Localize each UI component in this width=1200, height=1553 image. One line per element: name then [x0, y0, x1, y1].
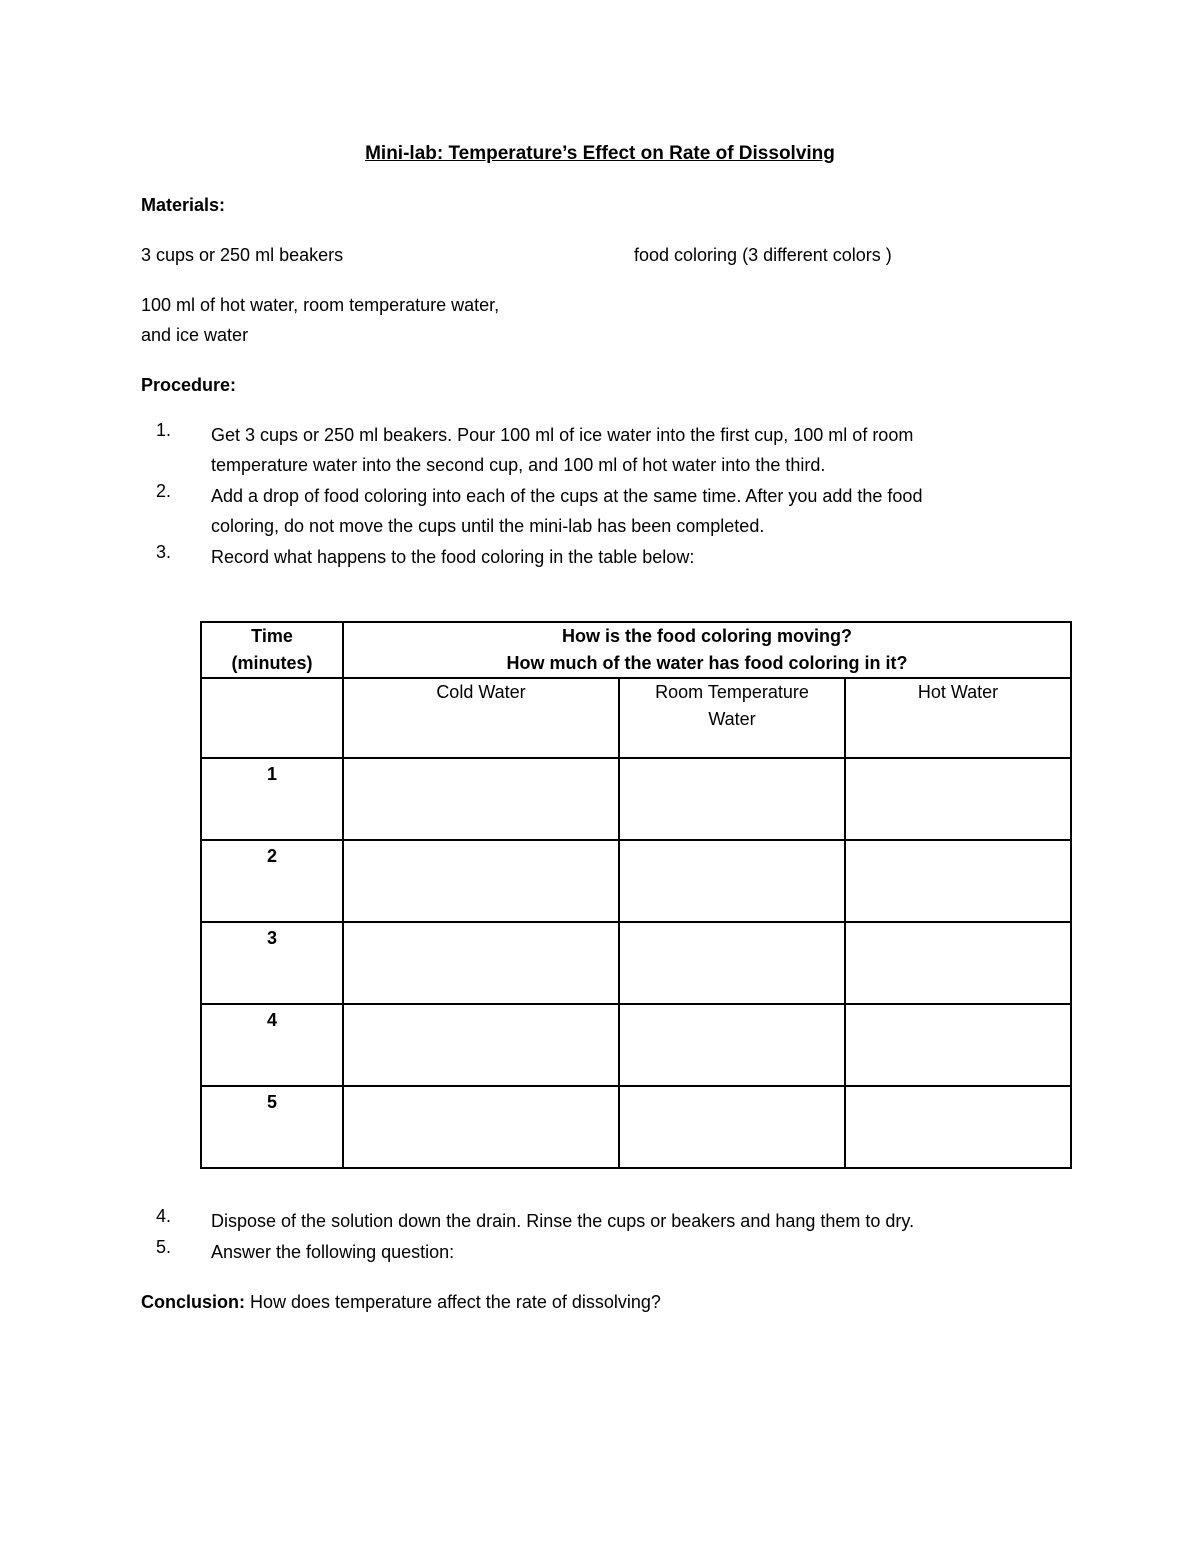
empty-header-cell: [201, 678, 343, 758]
step-text: [211, 420, 1011, 480]
material-item-water-line1: 100 ml of hot water, room temperature water,: [141, 295, 500, 315]
list-item: [141, 420, 1041, 480]
table-row: [201, 922, 1071, 1004]
material-item-food-coloring: food coloring (3 different colors ): [634, 245, 892, 265]
room-temperature-cell[interactable]: [619, 922, 845, 1004]
conclusion: [141, 1292, 661, 1313]
list-item: [141, 481, 1041, 541]
hot-water-cell[interactable]: [845, 922, 1071, 1004]
step-text-line: temperature water into the second cup, and 100 ml of hot water into the third.: [211, 455, 826, 475]
hot-water-cell[interactable]: [845, 1004, 1071, 1086]
room-temperature-cell[interactable]: [619, 1086, 845, 1168]
procedure-heading: Procedure:: [141, 375, 237, 395]
time-cell: 1: [201, 758, 343, 840]
list-item: [141, 1206, 1041, 1236]
cold-water-cell[interactable]: [343, 840, 619, 922]
step-text: [211, 481, 1011, 541]
time-cell: 3: [201, 922, 343, 1004]
step-text-line: Add a drop of food coloring into each of the cups at the same time. After you add the food: [211, 486, 923, 506]
step-number: 4.: [155, 1206, 171, 1226]
cold-water-cell[interactable]: [343, 758, 619, 840]
step-text-line: Record what happens to the food coloring in the table below:: [211, 547, 695, 567]
step-text-line: coloring, do not move the cups until the mini-lab has been completed.: [211, 516, 765, 536]
column-header-row: [201, 678, 1071, 758]
hot-water-cell[interactable]: [845, 758, 1071, 840]
observation-table: [200, 621, 1072, 1169]
room-temperature-cell[interactable]: [619, 1004, 845, 1086]
table-header-row: [201, 622, 1071, 678]
list-item: [141, 542, 1041, 572]
step-text: [211, 542, 1011, 572]
material-item-water: [141, 290, 499, 350]
column-header-cold-water: Cold Water: [343, 678, 619, 758]
table-row: [201, 1004, 1071, 1086]
question-header-line2: How much of the water has food coloring in it?: [506, 653, 908, 673]
time-cell: 2: [201, 840, 343, 922]
step-number: 2.: [155, 481, 171, 501]
table-row: [201, 840, 1071, 922]
room-temperature-cell[interactable]: [619, 758, 845, 840]
time-header: [201, 622, 343, 678]
step-text-line: Get 3 cups or 250 ml beakers. Pour 100 ml of ice water into the first cup, 100 ml of room: [211, 425, 914, 445]
step-number: 1.: [155, 420, 171, 440]
cold-water-cell[interactable]: [343, 1004, 619, 1086]
page-title: Mini-lab: Temperature’s Effect on Rate of Dissolving: [365, 143, 835, 164]
hot-water-cell[interactable]: [845, 1086, 1071, 1168]
step-text: Dispose of the solution down the drain. Rinse the cups or beakers and hang them to dry.: [211, 1211, 915, 1231]
conclusion-question: How does temperature affect the rate of dissolving?: [250, 1292, 661, 1312]
question-header-line1: How is the food coloring moving?: [562, 626, 853, 646]
table-row: [201, 758, 1071, 840]
step-number: 5.: [155, 1237, 171, 1257]
material-item-cups: 3 cups or 250 ml beakers: [141, 245, 344, 265]
column-header-room-temperature-text: Room Temperature Water: [655, 682, 809, 729]
cold-water-cell[interactable]: [343, 1086, 619, 1168]
list-item: [141, 1237, 1041, 1267]
material-item-water-line2: and ice water: [141, 325, 249, 345]
conclusion-label: Conclusion:: [141, 1292, 245, 1312]
procedure-list: [141, 420, 1041, 580]
hot-water-cell[interactable]: [845, 840, 1071, 922]
column-header-room-temperature-water: [619, 678, 845, 758]
time-header-line1: Time: [251, 626, 293, 646]
materials-heading: Materials:: [141, 195, 226, 215]
room-temperature-cell[interactable]: [619, 840, 845, 922]
cold-water-cell[interactable]: [343, 922, 619, 1004]
step-text: Answer the following question:: [211, 1242, 455, 1262]
time-header-line2: (minutes): [231, 653, 313, 673]
later-procedure-list: [141, 1206, 1041, 1276]
time-cell: 4: [201, 1004, 343, 1086]
time-cell: 5: [201, 1086, 343, 1168]
step-number: 3.: [155, 542, 171, 562]
table-row: [201, 1086, 1071, 1168]
question-header: [343, 622, 1071, 678]
column-header-hot-water: Hot Water: [845, 678, 1071, 758]
